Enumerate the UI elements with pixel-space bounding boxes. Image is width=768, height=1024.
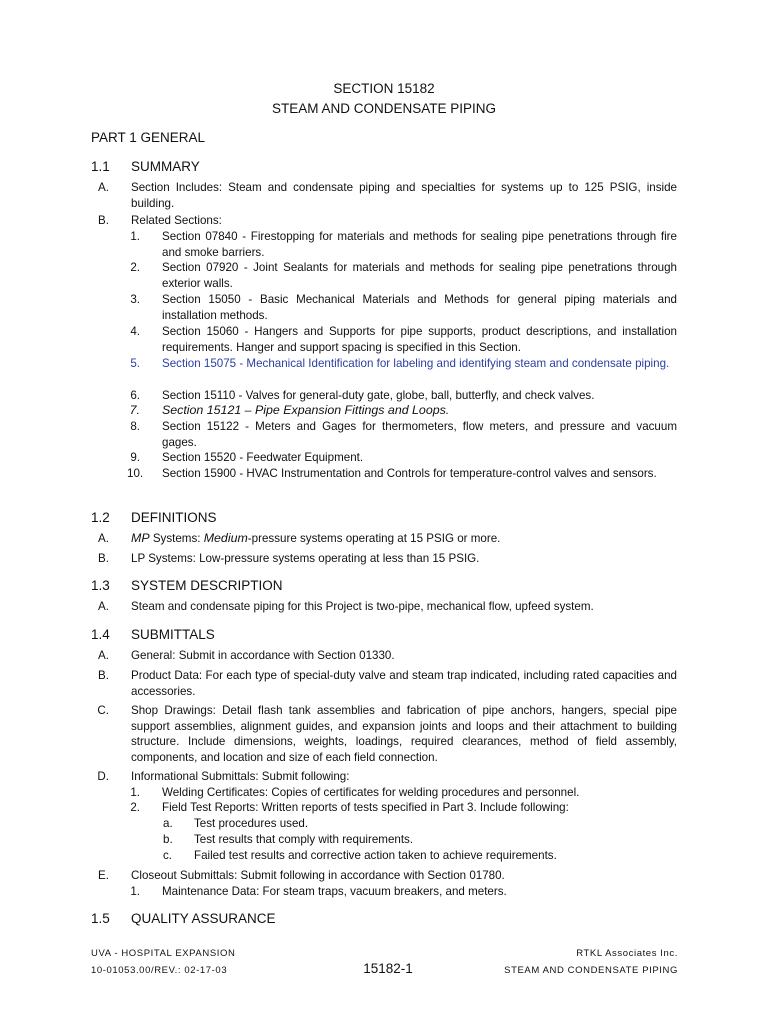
- item-number: 6.: [130, 389, 140, 402]
- heading-definitions: DEFINITIONS: [131, 510, 217, 525]
- item-number: 4.: [130, 325, 140, 338]
- item-text: Steam and condensate piping for this Project is two-pipe, mechanical flow, upfeed system.: [131, 600, 594, 613]
- heading-number-1-2: 1.2: [91, 510, 110, 525]
- item-number: 3.: [130, 293, 140, 306]
- footer-firm: RTKL Associates Inc.: [576, 948, 678, 959]
- item-label: A.: [98, 600, 109, 613]
- item-letter: a.: [163, 817, 173, 830]
- item-number: 5.: [130, 357, 140, 370]
- item-label: D.: [97, 770, 109, 783]
- mp-systems-label: Systems:: [149, 532, 204, 545]
- item-text: Section 15050 - Basic Mechanical Materials and Methods for general piping materials and installation methods.: [162, 293, 677, 322]
- item-text: Related Sections:: [131, 214, 222, 227]
- item-label: B.: [98, 214, 109, 227]
- item-label: B.: [98, 552, 109, 565]
- item-label: E.: [98, 869, 109, 882]
- item-text: Section 07840 - Firestopping for materials and methods for sealing pipe penetrations through fire and smoke barriers.: [162, 230, 677, 259]
- item-number: 1.: [130, 786, 140, 799]
- item-number: 1.: [130, 230, 140, 243]
- item-text: Field Test Reports: Written reports of tests specified in Part 3. Include following:: [162, 801, 569, 814]
- item-number: 9.: [130, 451, 140, 464]
- heading-summary: SUMMARY: [131, 159, 200, 174]
- item-text: Welding Certificates: Copies of certificates for welding procedures and personnel.: [162, 786, 580, 799]
- item-number: 2.: [130, 801, 140, 814]
- page-number: 15182-1: [363, 961, 413, 976]
- heading-number-1-3: 1.3: [91, 578, 110, 593]
- item-text: Section 15075 - Mechanical Identification for labeling and identifying steam and condensate piping.: [162, 357, 670, 370]
- item-text: Section Includes: Steam and condensate piping and specialties for systems up to 125 PSIG, inside building.: [131, 181, 677, 210]
- item-number: 2.: [130, 261, 140, 274]
- item-text: Section 15121 – Pipe Expansion Fittings and Loops.: [162, 403, 450, 417]
- section-number: SECTION 15182: [333, 81, 435, 96]
- item-number: 1.: [130, 885, 140, 898]
- item-number: 10.: [127, 467, 144, 480]
- footer-section-title: STEAM AND CONDENSATE PIPING: [504, 965, 678, 976]
- item-label: A.: [98, 181, 109, 194]
- item-text: Maintenance Data: For steam traps, vacuum breakers, and meters.: [162, 885, 507, 898]
- footer-project-name: UVA - HOSPITAL EXPANSION: [91, 948, 236, 959]
- heading-number-1-1: 1.1: [91, 159, 110, 174]
- heading-number-1-5: 1.5: [91, 911, 110, 926]
- item-text: Product Data: For each type of special-duty valve and steam trap indicated, including rated capacities and accessories.: [131, 669, 677, 698]
- item-label: B.: [98, 669, 109, 682]
- item-letter: c.: [163, 849, 173, 862]
- item-text: Section 15060 - Hangers and Supports for pipe supports, product descriptions, and installation requirements. Hanger and support spacing is specified in this Section.: [162, 325, 677, 354]
- part-heading: PART 1 GENERAL: [91, 130, 206, 145]
- item-text: Section 15520 - Feedwater Equipment.: [162, 451, 364, 464]
- item-label: A.: [98, 532, 109, 545]
- item-text: Informational Submittals: Submit following:: [131, 770, 350, 783]
- mp-term: MP: [131, 531, 150, 545]
- item-text: General: Submit in accordance with Section 01330.: [131, 649, 395, 662]
- heading-number-1-4: 1.4: [91, 627, 110, 642]
- mp-definition: -pressure systems operating at 15 PSIG or more.: [247, 532, 501, 545]
- section-title: STEAM AND CONDENSATE PIPING: [271, 101, 497, 116]
- item-text: Failed test results and corrective action taken to achieve requirements.: [194, 849, 557, 862]
- heading-quality-assurance: QUALITY ASSURANCE: [131, 911, 276, 926]
- medium-term: Medium: [203, 531, 248, 545]
- item-text: Section 15900 - HVAC Instrumentation and Controls for temperature-control valves and sensors.: [162, 467, 657, 480]
- item-text: [131, 531, 677, 547]
- heading-system-description: SYSTEM DESCRIPTION: [131, 578, 283, 593]
- item-text: Section 15122 - Meters and Gages for thermometers, flow meters, and pressure and vacuum gages.: [162, 420, 677, 449]
- item-letter: b.: [163, 833, 173, 846]
- item-text: Shop Drawings: Detail flash tank assemblies and fabrication of pipe anchors, hangers, special pipe support assemblies, alignment guides, and expansion joints and loops and their attachment to building structure. Include dimensions, weights, loadings, required clearances, method of field assembly, components, and location and size of each field connection.: [131, 704, 677, 764]
- item-text: Test results that comply with requirements.: [194, 833, 414, 846]
- item-text: Section 07920 - Joint Sealants for materials and methods for sealing pipe penetrations through exterior walls.: [162, 261, 677, 290]
- footer-revision: 10-01053.00/REV.: 02-17-03: [91, 965, 228, 976]
- item-text: LP Systems: Low-pressure systems operating at less than 15 PSIG.: [131, 552, 480, 565]
- item-number: 7.: [129, 403, 140, 417]
- heading-submittals: SUBMITTALS: [131, 627, 215, 642]
- item-text: Test procedures used.: [194, 817, 309, 830]
- item-text: Section 15110 - Valves for general-duty gate, globe, ball, butterfly, and check valves.: [162, 389, 595, 402]
- item-number: 8.: [130, 420, 140, 433]
- item-label: C.: [97, 704, 109, 717]
- item-label: A.: [98, 649, 109, 662]
- item-text: Closeout Submittals: Submit following in accordance with Section 01780.: [131, 869, 505, 882]
